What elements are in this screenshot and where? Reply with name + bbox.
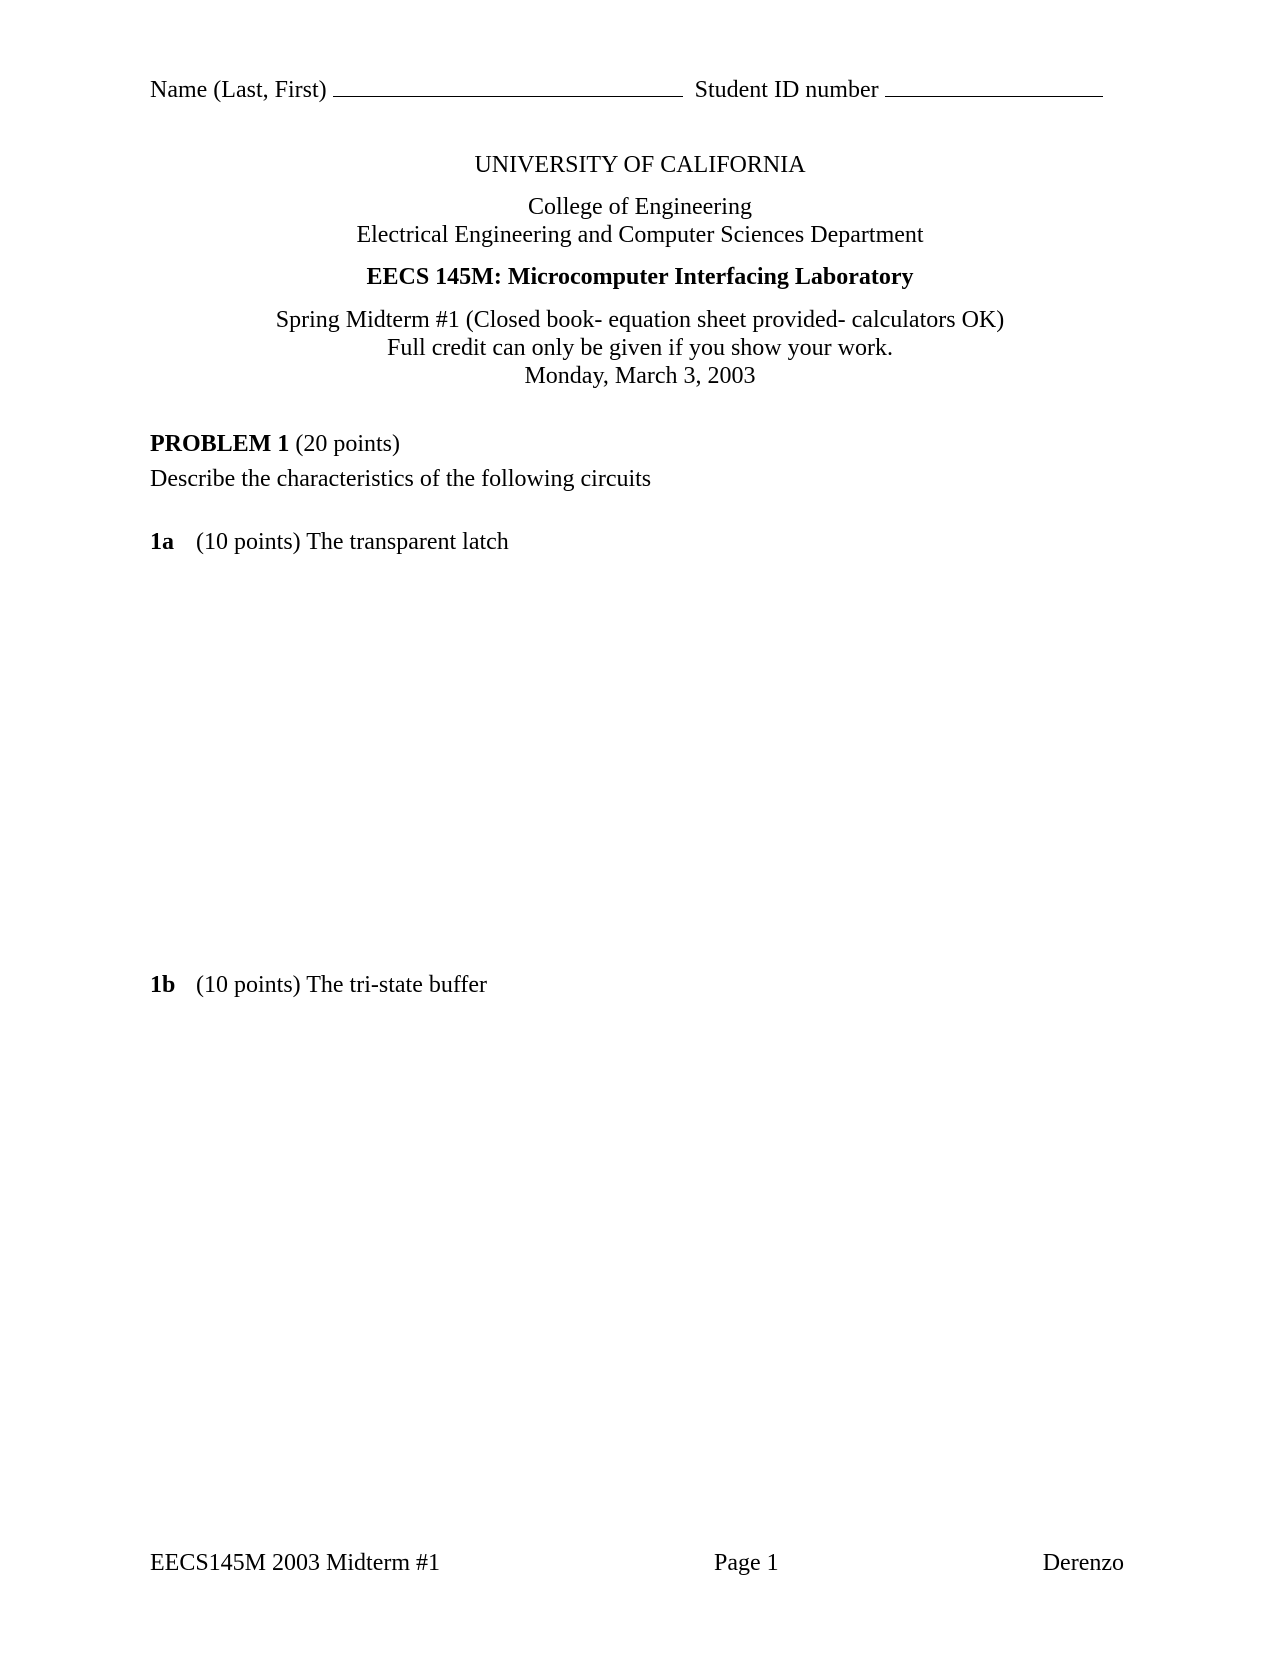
student-id-blank[interactable]: [885, 74, 1103, 97]
credit-note: Full credit can only be given if you show your work.: [387, 335, 893, 361]
footer-right: Derenzo: [1042, 1550, 1124, 1576]
name-blank[interactable]: [333, 74, 683, 97]
footer-left: EECS145M 2003 Midterm #1: [150, 1550, 441, 1576]
problem-description: Describe the characteristics of the following circuits: [150, 466, 652, 492]
name-label: Name (Last, First): [150, 77, 327, 103]
problem-heading: [150, 430, 400, 458]
part-label: 1b: [150, 972, 176, 998]
college-title: College of Engineering: [528, 194, 752, 220]
university-title: UNIVERSITY OF CALIFORNIA: [474, 152, 806, 178]
part-label: 1a: [150, 529, 174, 555]
problem-title: PROBLEM 1: [150, 431, 290, 457]
part-text: (10 points) The tri-state buffer: [196, 972, 488, 998]
name-line: [150, 74, 1103, 104]
exam-date: Monday, March 3, 2003: [524, 363, 756, 389]
student-id-label: Student ID number: [694, 77, 879, 103]
department-title: Electrical Engineering and Computer Sciences Department: [356, 222, 924, 248]
part-1b: [150, 971, 487, 999]
exam-description: Spring Midterm #1 (Closed book- equation sheet provided- calculators OK): [275, 307, 1005, 333]
part-1a: [150, 528, 509, 556]
part-text: (10 points) The transparent latch: [196, 529, 509, 555]
course-title: EECS 145M: Microcomputer Interfacing Laboratory: [366, 264, 914, 290]
footer-page-number: Page 1: [714, 1550, 779, 1576]
problem-points: (20 points): [295, 431, 401, 457]
